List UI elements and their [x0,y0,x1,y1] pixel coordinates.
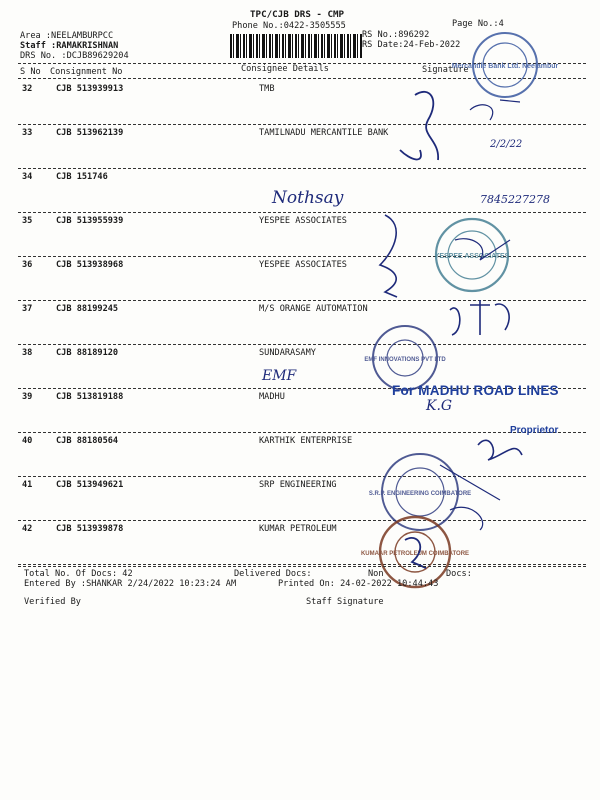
footer-divider [18,566,586,567]
row-divider [18,520,586,521]
row-sno: 40 [22,436,33,446]
row-divider [18,212,586,213]
row-sno: 39 [22,392,33,402]
proprietor-stamp: Proprietor [510,425,559,436]
total-docs: Total No. Of Docs: 42 [24,569,133,579]
road-lines-stamp: For MADHU ROAD LINES [392,383,559,398]
barcode [230,34,362,58]
row-consignment: CJB 513819188 [56,392,124,402]
row-sno: 33 [22,128,33,138]
table-row [0,524,600,536]
row-sno: 32 [22,84,33,94]
row-consignee: YESPEE ASSOCIATES [259,216,347,226]
row-consignee: TAMILNADU MERCANTILE BANK [259,128,389,138]
row-sno: 35 [22,216,33,226]
row-consignment: CJB 513939913 [56,84,124,94]
table-row [0,480,600,492]
row-divider [18,432,586,433]
row-divider [18,476,586,477]
column-sno: S No [20,67,41,77]
row-sno: 42 [22,524,33,534]
row-consignee: MADHU [259,392,285,402]
entered-by: Entered By :SHANKAR 2/24/2022 10:23:24 AM [24,579,237,589]
row-sno: 36 [22,260,33,270]
row-divider [18,124,586,125]
column-consignment: Consignment No [50,67,123,77]
row34-phone: 7845227278 [480,193,550,206]
table-row [0,128,600,140]
row-consignment: CJB 151746 [56,172,108,182]
doc-title: TPC/CJB DRS - CMP [250,9,345,20]
table-row [0,348,600,360]
row34-name: Nothsay [272,188,344,208]
row-divider [18,564,586,565]
row38-name: EMF [262,368,297,384]
row-divider [18,168,586,169]
row-consignment: CJB 513962139 [56,128,124,138]
table-row [0,216,600,228]
row-consignee: KARTHIK ENTERPRISE [259,436,353,446]
yespee-stamp [435,219,510,291]
row-consignment: CJB 88180564 [56,436,119,446]
drs-number: DRS No. :DCJB89629204 [20,51,129,61]
row-consignment: CJB 88189120 [56,348,119,358]
non-docs: Non [368,569,384,579]
table-row [0,436,600,448]
row-consignee: KUMAR PETROLEUM [259,524,337,534]
columns-divider [18,78,586,79]
srp-stamp [369,454,471,530]
row33-note: 2/2/22 [490,139,523,150]
row-sno: 37 [22,304,33,314]
table-row [0,260,600,272]
staff-label: Staff :RAMAKRISHNAN [20,41,119,51]
delivered-docs: Delivered Docs: [234,569,312,579]
row-consignment: CJB 513949621 [56,480,124,490]
row-consignee: TMB [259,84,275,94]
row-consignment: CJB 513955939 [56,216,124,226]
verified-by: Verified By [24,597,81,607]
row-divider [18,344,586,345]
row-divider [18,256,586,257]
printed-on: Printed On: 24-02-2022 10:44:43 [278,579,439,589]
row-consignment: CJB 513939878 [56,524,124,534]
kumar-stamp-text: KUMAAR PETROLEUM COIMBATORE [360,551,470,557]
srp-stamp-text: S.R.P. ENGINEERING COIMBATORE [368,491,472,497]
rs-number: RS No.:896292 [362,30,430,40]
row-consignee: SUNDARASAMY [259,348,316,358]
row-sno: 38 [22,348,33,358]
rs-date: RS Date:24-Feb-2022 [362,40,461,50]
staff-signature: Staff Signature [306,597,384,607]
column-consignee: Consignee Details [241,64,329,74]
page-number: Page No.:4 [452,19,504,29]
row-consignment: CJB 88199245 [56,304,119,314]
row-consignment: CJB 513938968 [56,260,124,270]
row-sno: 34 [22,172,33,182]
row-consignee: M/S ORANGE AUTOMATION [259,304,368,314]
yespee-stamp-text: YESPEE ASSOCIATES [434,253,510,260]
docs-suffix: Docs: [446,569,472,579]
emf-stamp-text: EMF INNOVATIONS PVT LTD [364,357,446,363]
row-consignee: YESPEE ASSOCIATES [259,260,347,270]
table-row [0,304,600,316]
row-divider [18,300,586,301]
row-sno: 41 [22,480,33,490]
phone-number: Phone No.:0422-3505555 [232,21,346,31]
row39-initials: K.G [426,398,453,414]
column-signature: Signature [422,65,469,75]
table-row [0,172,600,184]
area-label: Area :NEELAMBURPCC [20,31,114,41]
row-consignee: SRP ENGINEERING [259,480,337,490]
table-row [0,84,600,96]
bank-stamp-text: Mercantile Bank Ltd. Neelambur [451,63,559,70]
